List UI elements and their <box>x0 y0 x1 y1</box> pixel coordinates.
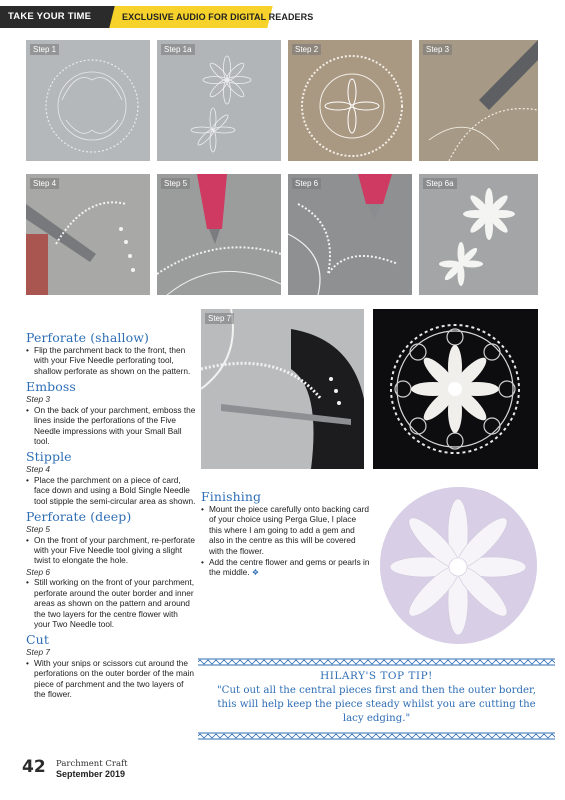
photo-step-5 <box>157 174 281 295</box>
photo-step-6a <box>419 174 538 295</box>
photo-label: Step 4 <box>30 178 59 189</box>
bullet-cut: • With your snips or scissors cut around the perforations on the outer border of the main piece of parchment and the two layers of the flower. <box>26 658 196 700</box>
photo-label: Step 3 <box>423 44 452 55</box>
heading-perforate-shallow: Perforate (shallow) <box>26 330 149 345</box>
end-mark-icon: ❖ <box>251 568 260 578</box>
photo-label: Step 6a <box>423 178 457 189</box>
step-label-4: Step 4 <box>26 464 50 475</box>
photo-step-3 <box>419 40 538 161</box>
heading-emboss: Emboss <box>26 379 76 395</box>
issue-date: September 2019 <box>56 769 126 779</box>
photo-step-2 <box>288 40 412 161</box>
bullet-perforate-deep-1: • On the front of your parchment, re-perforate with your Five Needle tool giving a slight twist to elongate the hole. <box>26 535 196 566</box>
banner-take-your-time: TAKE YOUR TIME <box>0 6 128 28</box>
bullet-finishing-2 <box>201 557 371 579</box>
perforating-tool-image <box>157 174 281 295</box>
photo-label: Step 7 <box>205 313 234 324</box>
step-label-6: Step 6 <box>26 566 50 577</box>
bullet-stipple: • Place the parchment on a piece of card, face down and using a Bold Single Needle tool stipple the semi-circular area as shown. <box>26 475 196 506</box>
bullet-perforate-deep-2: • Still working on the front of your parchment, perforate around the outer border and inner areas as shown on the pattern and around the two layers for the centre flower with your Two Needle tool. <box>26 577 196 629</box>
heading-stipple: Stipple <box>26 449 72 465</box>
photo-finished-closeup <box>380 487 537 644</box>
photo-label: Step 6 <box>292 178 321 189</box>
step-label-5: Step 5 <box>26 524 50 535</box>
page-number: 42 <box>22 757 46 777</box>
instructions-left-column <box>26 327 196 700</box>
photo-label: Step 2 <box>292 44 321 55</box>
finishing-column <box>201 486 371 580</box>
magazine-name: Parchment Craft <box>56 759 128 769</box>
step-label-3: Step 3 <box>26 394 50 405</box>
tip-border-bottom <box>198 732 555 740</box>
photo-step-1 <box>26 40 150 161</box>
two-needle-tool-image <box>288 174 412 295</box>
photo-step-4 <box>26 174 150 295</box>
bullet-finishing-2-text: Add the centre flower and gems or pearls in the middle. <box>209 557 370 578</box>
photo-label: Step 1a <box>161 44 195 55</box>
photo-step-7 <box>201 309 364 469</box>
heading-perforate-deep: Perforate (deep) <box>26 509 132 525</box>
heading-finishing: Finishing <box>201 489 262 504</box>
scissors-cutting-image <box>201 309 364 469</box>
tip-border-top <box>198 658 555 666</box>
photo-label: Step 5 <box>161 178 190 189</box>
photo-step-6 <box>288 174 412 295</box>
cut-flowers-image <box>419 174 538 295</box>
embossing-tool-image <box>419 40 538 161</box>
embossed-circle-image <box>288 40 412 161</box>
banner-audio-label[interactable]: EXCLUSIVE AUDIO FOR DIGITAL READERS <box>122 12 314 22</box>
bullet-finishing-1: • Mount the piece carefully onto backing card of your choice using Perga Glue, I place this where I am going to add a gem and also in the centre as this will be covered with the flower. <box>201 504 371 556</box>
bullet-perforate-shallow: • Flip the parchment back to the front, then with your Five Needle perforating tool, shallow perforate as shown on the pattern. <box>26 345 196 376</box>
flower-outline-image <box>157 40 281 161</box>
tip-text: "Cut out all the central pieces first and then the outer border, this will help keep the piece steady whilst you are cutting the lacy edging." <box>216 685 536 724</box>
heading-cut: Cut <box>26 632 49 648</box>
tip-title: HILARY'S TOP TIP! <box>320 670 433 682</box>
stippling-tool-image <box>26 174 150 295</box>
header-banner <box>0 6 565 28</box>
photo-label: Step 1 <box>30 44 59 55</box>
bullet-emboss: • On the back of your parchment, emboss the lines inside the perforations of the Five Needle impressions with your Small Ball tool. <box>26 405 196 447</box>
photo-step-1a <box>157 40 281 161</box>
finished-lace-image <box>373 309 538 469</box>
step-label-7: Step 7 <box>26 647 50 658</box>
top-tip-box <box>198 658 555 740</box>
photo-finished-piece <box>373 309 538 469</box>
mounted-flower-image <box>380 487 537 644</box>
pattern-circle-image <box>26 40 150 161</box>
